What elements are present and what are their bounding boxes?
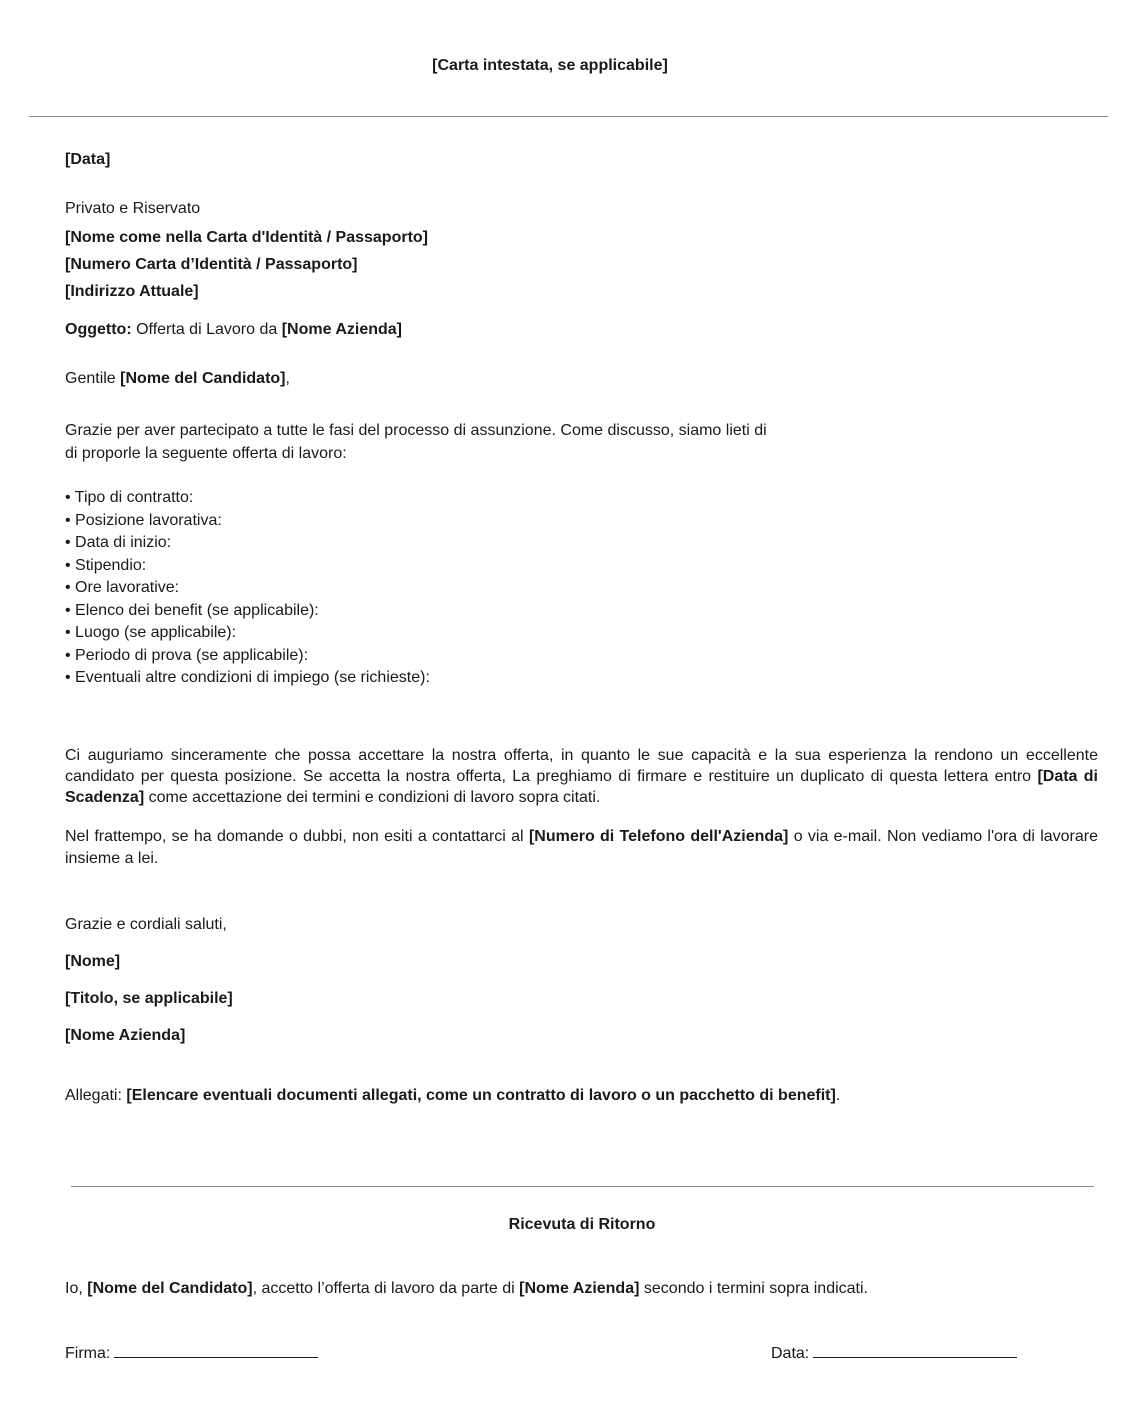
subject-label: Oggetto: — [65, 321, 132, 338]
header-divider — [29, 116, 1108, 117]
offer-term-item: • Data di inizio: — [65, 534, 172, 551]
acceptance-text: Ci auguriamo sinceramente che possa accettare la nostra offerta, in quanto le sue capacità e la sua esperienza la rendono un eccellente candidato per questa posizione. Se accetta la nostra offerta, La preghiamo di firmare e restituire un duplicato di questa lettera entro — [65, 747, 1098, 785]
receipt-statement — [65, 1280, 868, 1298]
receipt-title: Ricevuta di Ritorno — [508, 1216, 656, 1233]
offer-term-item: • Elenco dei benefit (se applicabile): — [65, 601, 319, 619]
recipient-id-number: [Numero Carta d’Identità / Passaporto] — [65, 256, 358, 273]
offer-term-item: • Eventuali altre condizioni di impiego (se richieste): — [65, 669, 430, 686]
signature-field[interactable] — [65, 1343, 318, 1363]
receipt-suffix: secondo i termini sopra indicati. — [643, 1280, 868, 1297]
acceptance-paragraph — [65, 745, 1098, 808]
sender-title: [Titolo, se applicabile] — [65, 990, 233, 1007]
offer-term-item: • Posizione lavorativa: — [65, 511, 222, 529]
contact-text: Nel frattempo, se ha domande o dubbi, non esiti a contattarci al — [65, 828, 524, 845]
deadline-placeholder: [Data di Scadenza] — [65, 768, 1099, 806]
attachments-label: Allegati: — [65, 1087, 122, 1104]
intro-paragraph — [65, 419, 825, 465]
offer-term-item: • Luogo (se applicabile): — [65, 624, 237, 641]
date-line[interactable] — [813, 1343, 1017, 1358]
sender-name: [Nome] — [65, 953, 121, 970]
acceptance-text-end: come accettazione dei termini e condizioni di lavoro sopra citati. — [148, 789, 601, 806]
offer-term-item: • Periodo di prova (se applicabile): — [65, 646, 309, 664]
offer-term-item: • Stipendio: — [65, 556, 147, 574]
receipt-middle: , accetto l’offerta di lavoro da parte di — [252, 1280, 515, 1297]
offer-term-item: • Ore lavorative: — [65, 579, 180, 596]
salutation-suffix: , — [285, 370, 290, 387]
attachments-line — [65, 1087, 840, 1105]
subject-line — [65, 321, 402, 339]
intro-line-2: di proporle la seguente offerta di lavoro: — [65, 445, 347, 462]
receipt-divider — [71, 1186, 1094, 1187]
contact-text-end: o via e-mail. Non vediamo l'ora di lavorare insieme a lei. — [65, 828, 1099, 867]
offer-terms-list — [65, 487, 430, 690]
salutation-prefix: Gentile — [65, 370, 116, 387]
confidential-label: Privato e Riservato — [65, 200, 201, 217]
contact-paragraph — [65, 826, 1098, 870]
subject-text: Offerta di Lavoro da — [136, 321, 278, 338]
attachments-end: . — [835, 1087, 841, 1104]
receipt-company: [Nome Azienda] — [519, 1280, 640, 1297]
date-placeholder: [Data] — [65, 151, 111, 168]
letterhead: [Carta intestata, se applicabile] — [432, 57, 668, 74]
receipt-candidate: [Nome del Candidato] — [87, 1280, 253, 1297]
sender-company: [Nome Azienda] — [65, 1027, 186, 1044]
salutation-candidate: [Nome del Candidato] — [120, 370, 286, 387]
closing-greeting: Grazie e cordiali saluti, — [65, 916, 227, 933]
offer-term-item: • Tipo di contratto: — [65, 489, 194, 506]
phone-placeholder: [Numero di Telefono dell'Azienda] — [528, 828, 789, 845]
recipient-address: [Indirizzo Attuale] — [65, 283, 199, 300]
attachments-text: [Elencare eventuali documenti allegati, come un contratto di lavoro o un pacchetto di benefit] — [126, 1087, 836, 1104]
date-label: Data: — [771, 1345, 810, 1362]
signature-label: Firma: — [65, 1345, 111, 1362]
salutation — [65, 370, 290, 388]
recipient-name: [Nome come nella Carta d'Identità / Passaporto] — [65, 229, 428, 246]
date-field[interactable] — [771, 1343, 1017, 1363]
subject-company: [Nome Azienda] — [281, 321, 402, 338]
receipt-prefix: Io, — [65, 1280, 83, 1297]
intro-line-1: Grazie per aver partecipato a tutte le fasi del processo di assunzione. Come discusso, siamo lieti di — [65, 422, 767, 439]
signature-line[interactable] — [114, 1343, 318, 1358]
